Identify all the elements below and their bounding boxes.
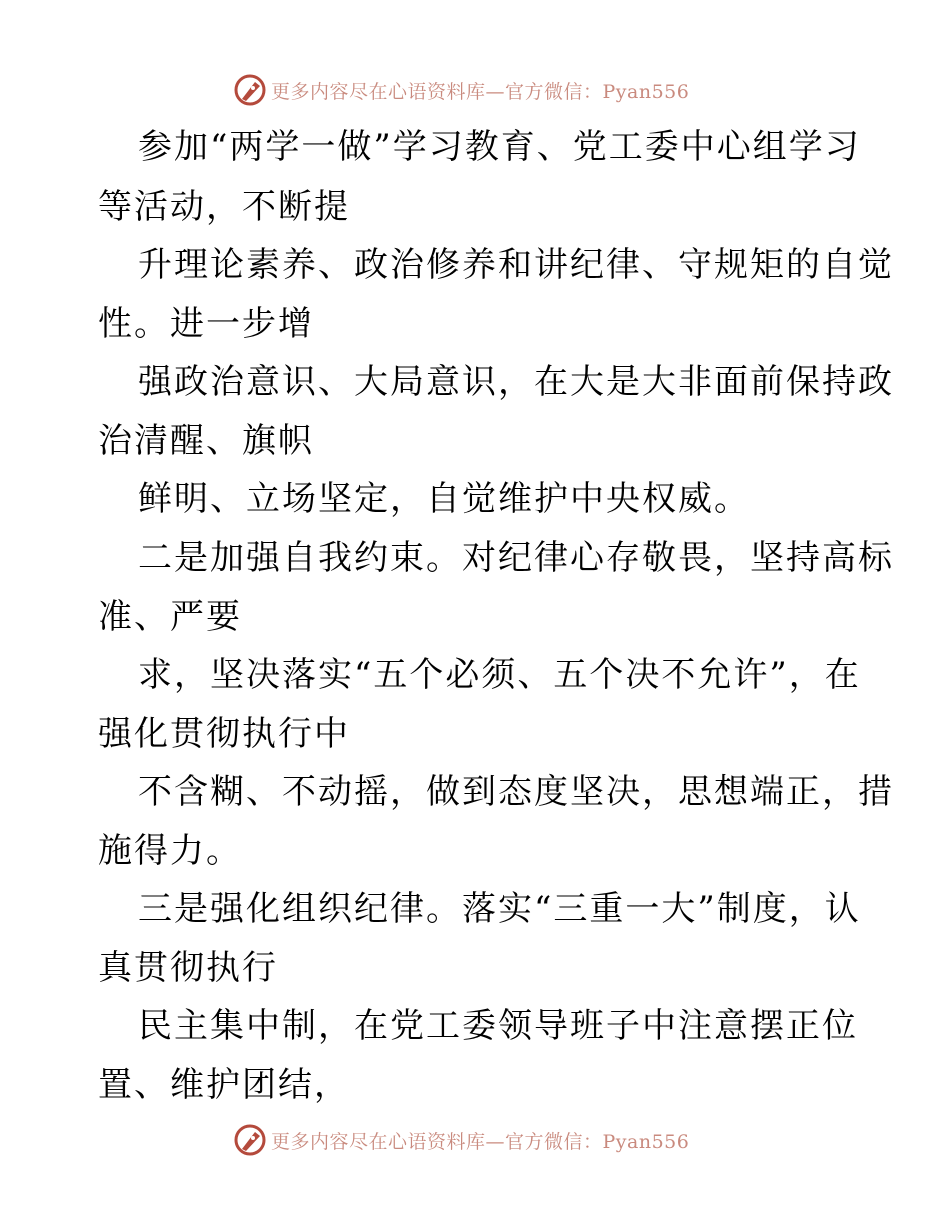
text-line: 准、严要 <box>98 597 242 637</box>
footer-banner <box>233 1120 689 1160</box>
text-line: 不含糊、不动摇，做到态度坚决，思想端正，措 <box>138 772 894 812</box>
text-line: 三是强化组织纪律。落实“三重一大”制度，认 <box>138 889 861 929</box>
text-line: 等活动，不断提 <box>98 187 350 227</box>
text-line: 民主集中制，在党工委领导班子中注意摆正位 <box>138 1006 858 1046</box>
text-line: 求，坚决落实“五个必须、五个决不允许”，在 <box>138 655 861 695</box>
text-line: 二是加强自我约束。对纪律心存敬畏，坚持高标 <box>138 538 894 578</box>
pen-nib-logo-icon <box>233 1123 267 1157</box>
text-line: 真贯彻执行 <box>98 948 278 988</box>
footer-banner-text: 更多内容尽在心语资料库—官方微信：Pyan556 <box>271 1130 690 1153</box>
text-line: 强政治意识、大局意识，在大是大非面前保持政 <box>138 362 894 402</box>
text-line: 强化贯彻执行中 <box>98 714 350 754</box>
text-line: 参加“两学一做”学习教育、党工委中心组学习 <box>138 127 861 167</box>
text-line: 置、维护团结， <box>98 1065 350 1105</box>
text-line: 鲜明、立场坚定，自觉维护中央权威。 <box>138 479 750 519</box>
text-line: 升理论素养、政治修养和讲纪律、守规矩的自觉 <box>138 245 894 285</box>
text-line: 治清醒、旗帜 <box>98 421 314 461</box>
header-banner-text: 更多内容尽在心语资料库—官方微信：Pyan556 <box>271 80 690 103</box>
text-line: 性。进一步增 <box>98 304 314 344</box>
text-line: 施得力。 <box>98 831 242 871</box>
